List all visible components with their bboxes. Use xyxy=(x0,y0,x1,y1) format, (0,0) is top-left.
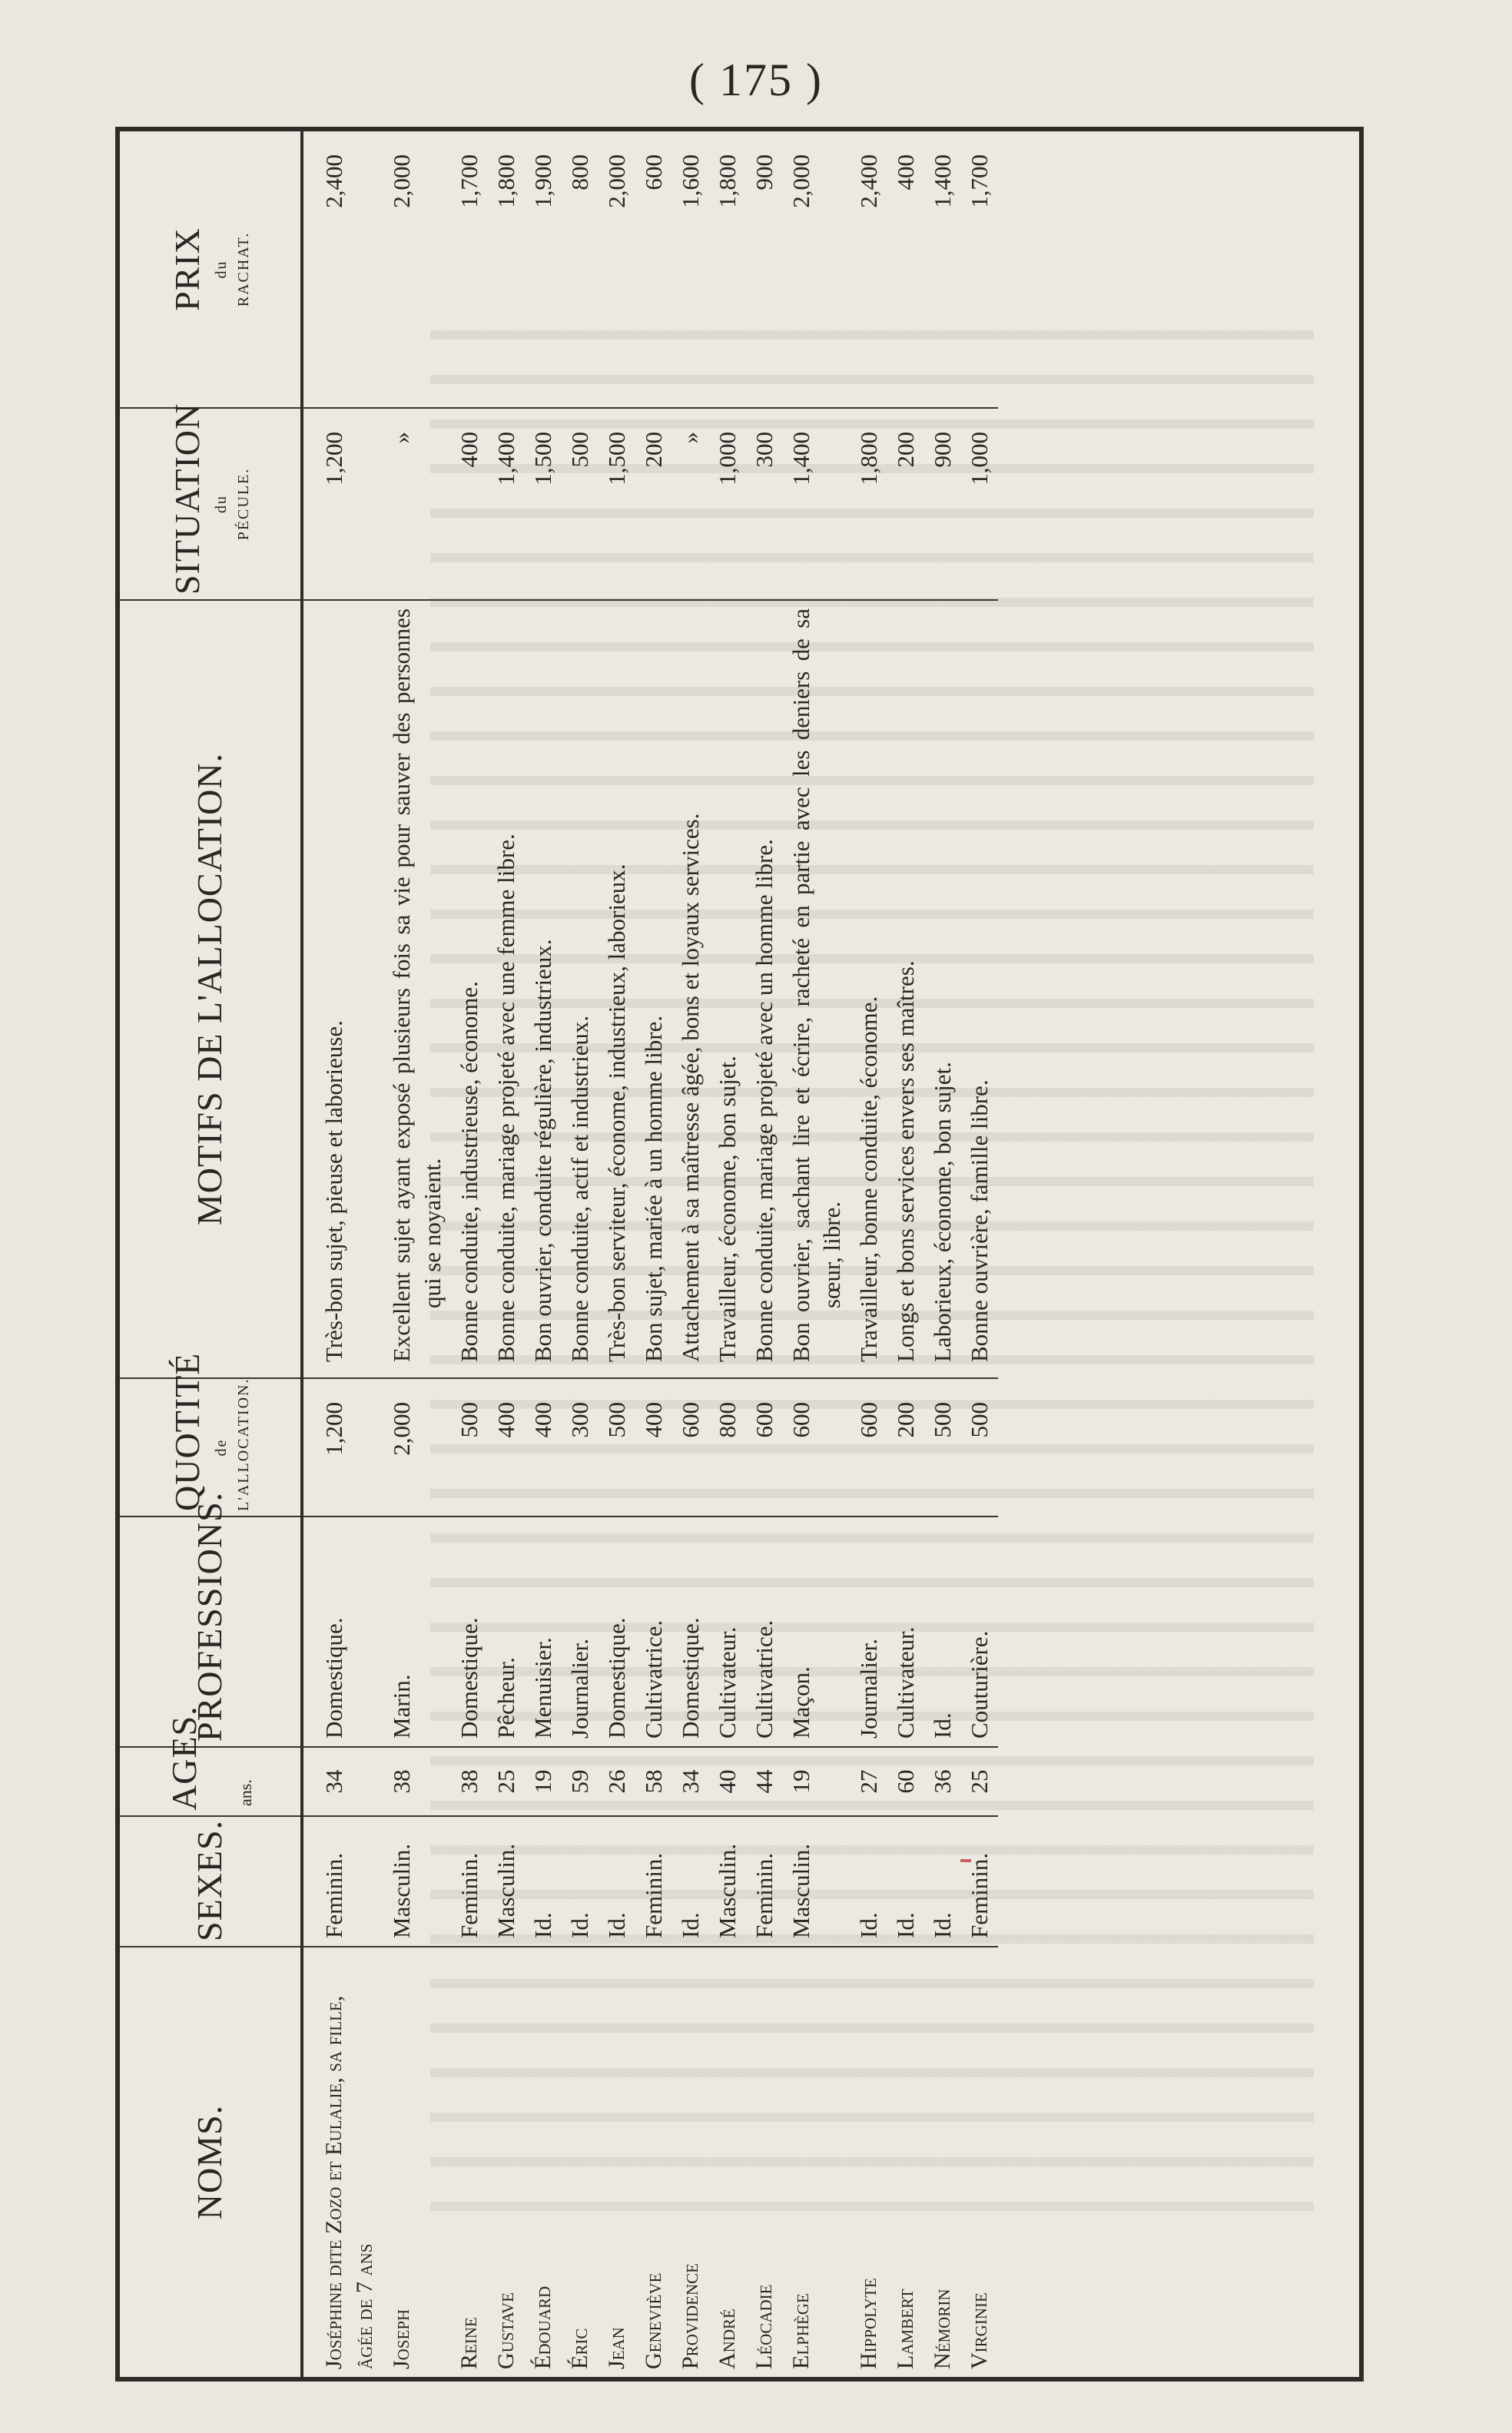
table-row xyxy=(672,131,709,2377)
cell-situation: 200 xyxy=(887,408,924,600)
cell-prix: 1,800 xyxy=(714,154,741,208)
cell-name: Jean xyxy=(598,1947,635,2377)
cell-prix: 1,400 xyxy=(929,154,956,208)
cell-name: Reine xyxy=(451,1947,488,2377)
table-row xyxy=(924,131,961,2377)
cell-name: Geneviève xyxy=(635,1947,672,2377)
cell-quotite: 1,200 xyxy=(302,1378,383,1516)
cell-quotite: 200 xyxy=(887,1378,924,1516)
cell-motif: Excellent sujet ayant exposé plusieurs fois sa vie pour sauver des personnes qui se noyaient. xyxy=(383,600,451,1378)
cell-name: Elphège xyxy=(783,1947,850,2377)
cell-profession: Cultivateur. xyxy=(709,1516,746,1747)
table-row xyxy=(525,131,562,2377)
cell-situation: 1,000 xyxy=(961,408,998,600)
header-sexes: SEXES. xyxy=(120,1816,302,1947)
cell-quotite: 600 xyxy=(672,1378,709,1516)
cell-motif: Longs et bons services envers ses maîtres. xyxy=(887,600,924,1378)
cell-profession: Cultivateur. xyxy=(887,1516,924,1747)
cell-sex: Masculin. xyxy=(709,1816,746,1947)
cell-profession: Journalier. xyxy=(850,1516,887,1747)
cell-situation: 200 xyxy=(635,408,672,600)
cell-age: 19 xyxy=(783,1747,850,1816)
cell-age: 59 xyxy=(562,1747,598,1816)
cell-motif: Très-bon serviteur, économe, industrieux, laborieux. xyxy=(598,600,635,1378)
cell-prix: 800 xyxy=(566,154,593,191)
cell-age: 60 xyxy=(887,1747,924,1816)
cell-age: 44 xyxy=(746,1747,783,1816)
cell-situation: 1,500 xyxy=(598,408,635,600)
table-row xyxy=(961,131,998,2377)
cell-profession: Pêcheur. xyxy=(488,1516,525,1747)
cell-name: Joséphine dite Zozo et Eulalie, sa fille, âgée de 7 ans xyxy=(302,1947,383,2377)
table-row xyxy=(887,131,924,2377)
table-row xyxy=(383,131,451,2377)
cell-prix: 2,000 xyxy=(388,154,415,208)
cell-age: 38 xyxy=(383,1747,451,1816)
cell-sex: Id. xyxy=(525,1816,562,1947)
cell-profession: Cultivatrice. xyxy=(746,1516,783,1747)
cell-motif: Bonne conduite, mariage projeté avec un homme libre. xyxy=(746,600,783,1378)
cell-sex: Id. xyxy=(562,1816,598,1947)
cell-quotite: 600 xyxy=(783,1378,850,1516)
cell-prix: 1,700 xyxy=(456,154,482,208)
allocation-table xyxy=(120,131,998,2377)
cell-profession: Id. xyxy=(924,1516,961,1747)
cell-age: 19 xyxy=(525,1747,562,1816)
cell-quotite: 600 xyxy=(850,1378,887,1516)
cell-prix: 400 xyxy=(892,154,919,191)
cell-sex: Id. xyxy=(924,1816,961,1947)
cell-profession: Marin. xyxy=(383,1516,451,1747)
cell-name: Virginie xyxy=(961,1947,998,2377)
cell-situation: 1,400 xyxy=(488,408,525,600)
cell-age: 58 xyxy=(635,1747,672,1816)
header-ages: AGES. ans. xyxy=(120,1747,302,1816)
cell-profession: Journalier. xyxy=(562,1516,598,1747)
cell-age: 25 xyxy=(488,1747,525,1816)
cell-prix: 900 xyxy=(751,154,778,191)
cell-sex: Id. xyxy=(850,1816,887,1947)
cell-name: Lambert xyxy=(887,1947,924,2377)
cell-situation: 1,500 xyxy=(525,408,562,600)
cell-prix: 1,700 xyxy=(966,154,993,208)
cell-motif: Bon ouvrier, sachant lire et écrire, racheté en partie avec les deniers de sa sœur, libre. xyxy=(783,600,850,1378)
cell-name: Providence xyxy=(672,1947,709,2377)
rotated-table-container xyxy=(115,127,1364,2382)
cell-motif: Très-bon sujet, pieuse et laborieuse. xyxy=(302,600,383,1378)
cell-sex: Id. xyxy=(672,1816,709,1947)
cell-motif: Travailleur, bonne conduite, économe. xyxy=(850,600,887,1378)
cell-quotite: 300 xyxy=(562,1378,598,1516)
cell-prix: 1,900 xyxy=(529,154,556,208)
table-row xyxy=(451,131,488,2377)
cell-age: 34 xyxy=(672,1747,709,1816)
cell-quotite: 500 xyxy=(451,1378,488,1516)
cell-quotite: 600 xyxy=(746,1378,783,1516)
table-row xyxy=(709,131,746,2377)
cell-quotite: 400 xyxy=(525,1378,562,1516)
cell-sex: Id. xyxy=(887,1816,924,1947)
header-prix: PRIX du RACHAT. xyxy=(120,131,302,408)
header-professions: PROFESSIONS. xyxy=(120,1516,302,1747)
cell-age: 27 xyxy=(850,1747,887,1816)
cell-quotite: 400 xyxy=(635,1378,672,1516)
cell-motif: Bon sujet, mariée à un homme libre. xyxy=(635,600,672,1378)
cell-age: 40 xyxy=(709,1747,746,1816)
cell-prix: 1,600 xyxy=(677,154,704,208)
cell-name: Léocadie xyxy=(746,1947,783,2377)
cell-motif: Bonne conduite, mariage projeté avec une femme libre. xyxy=(488,600,525,1378)
cell-age: 25 xyxy=(961,1747,998,1816)
cell-name: Joseph xyxy=(383,1947,451,2377)
cell-situation: 500 xyxy=(562,408,598,600)
cell-prix: 2,000 xyxy=(788,154,814,208)
cell-quotite: 2,000 xyxy=(383,1378,451,1516)
cell-motif: Bon ouvrier, conduite régulière, industrieux. xyxy=(525,600,562,1378)
page-number: ( 175 ) xyxy=(689,55,823,105)
cell-motif: Bonne conduite, actif et industrieux. xyxy=(562,600,598,1378)
table-body xyxy=(302,131,998,2377)
cell-situation: » xyxy=(383,408,451,600)
table-row xyxy=(850,131,887,2377)
cell-age: 26 xyxy=(598,1747,635,1816)
cell-quotite: 400 xyxy=(488,1378,525,1516)
cell-sex: Feminin. xyxy=(961,1816,998,1947)
header-noms: NOMS. xyxy=(120,1947,302,2377)
cell-profession: Maçon. xyxy=(783,1516,850,1747)
cell-prix: 2,000 xyxy=(603,154,630,208)
cell-profession: Cultivatrice. xyxy=(635,1516,672,1747)
cell-motif: Laborieux, économe, bon sujet. xyxy=(924,600,961,1378)
cell-profession: Menuisier. xyxy=(525,1516,562,1747)
cell-situation: 300 xyxy=(746,408,783,600)
cell-sex: Feminin. xyxy=(635,1816,672,1947)
cell-quotite: 500 xyxy=(924,1378,961,1516)
header-motifs: MOTIFS DE L'ALLOCATION. xyxy=(120,600,302,1378)
cell-sex: Masculin. xyxy=(488,1816,525,1947)
cell-sex: Feminin. xyxy=(746,1816,783,1947)
cell-situation: 900 xyxy=(924,408,961,600)
table-row xyxy=(598,131,635,2377)
cell-prix: 2,400 xyxy=(855,154,882,208)
cell-quotite: 500 xyxy=(598,1378,635,1516)
cell-quotite: 500 xyxy=(961,1378,998,1516)
ages-unit: ans. xyxy=(235,1779,255,1806)
cell-sex: Feminin. xyxy=(302,1816,383,1947)
cell-age: 38 xyxy=(451,1747,488,1816)
cell-prix: 600 xyxy=(640,154,667,191)
cell-quotite: 800 xyxy=(709,1378,746,1516)
cell-name: Édouard xyxy=(525,1947,562,2377)
cell-sex: Feminin. xyxy=(451,1816,488,1947)
cell-age: 36 xyxy=(924,1747,961,1816)
cell-motif: Attachement à sa maîtresse âgée, bons et loyaux services. xyxy=(672,600,709,1378)
cell-profession: Domestique. xyxy=(598,1516,635,1747)
cell-sex: Id. xyxy=(598,1816,635,1947)
cell-situation: 400 xyxy=(451,408,488,600)
cell-age: 34 xyxy=(302,1747,383,1816)
cell-situation: 1,800 xyxy=(850,408,887,600)
table-row xyxy=(635,131,672,2377)
cell-name: Némorin xyxy=(924,1947,961,2377)
cell-motif: Travailleur, économe, bon sujet. xyxy=(709,600,746,1378)
cell-sex: Masculin. xyxy=(783,1816,850,1947)
cell-name: André xyxy=(709,1947,746,2377)
table-row xyxy=(783,131,850,2377)
cell-prix: 2,400 xyxy=(320,154,347,208)
cell-profession: Couturière. xyxy=(961,1516,998,1747)
cell-name: Gustave xyxy=(488,1947,525,2377)
cell-sex: Masculin. xyxy=(383,1816,451,1947)
cell-situation: 1,000 xyxy=(709,408,746,600)
cell-situation: 1,200 xyxy=(302,408,383,600)
cell-name: Hippolyte xyxy=(850,1947,887,2377)
cell-motif: Bonne conduite, industrieuse, économe. xyxy=(451,600,488,1378)
header-situation: SITUATION du PÉCULE. xyxy=(120,408,302,600)
cell-name: Éric xyxy=(562,1947,598,2377)
header-quotite: QUOTITÉ de L'ALLOCATION. xyxy=(120,1378,302,1516)
cell-profession: Domestique. xyxy=(672,1516,709,1747)
table-row xyxy=(488,131,525,2377)
table-row xyxy=(746,131,783,2377)
table-header xyxy=(120,131,302,2377)
cell-situation: » xyxy=(672,408,709,600)
cell-profession: Domestique. xyxy=(302,1516,383,1747)
table-row xyxy=(562,131,598,2377)
cell-profession: Domestique. xyxy=(451,1516,488,1747)
cell-prix: 1,800 xyxy=(492,154,519,208)
cell-motif: Bonne ouvrière, famille libre. xyxy=(961,600,998,1378)
table-row xyxy=(302,131,383,2377)
cell-situation: 1,400 xyxy=(783,408,850,600)
